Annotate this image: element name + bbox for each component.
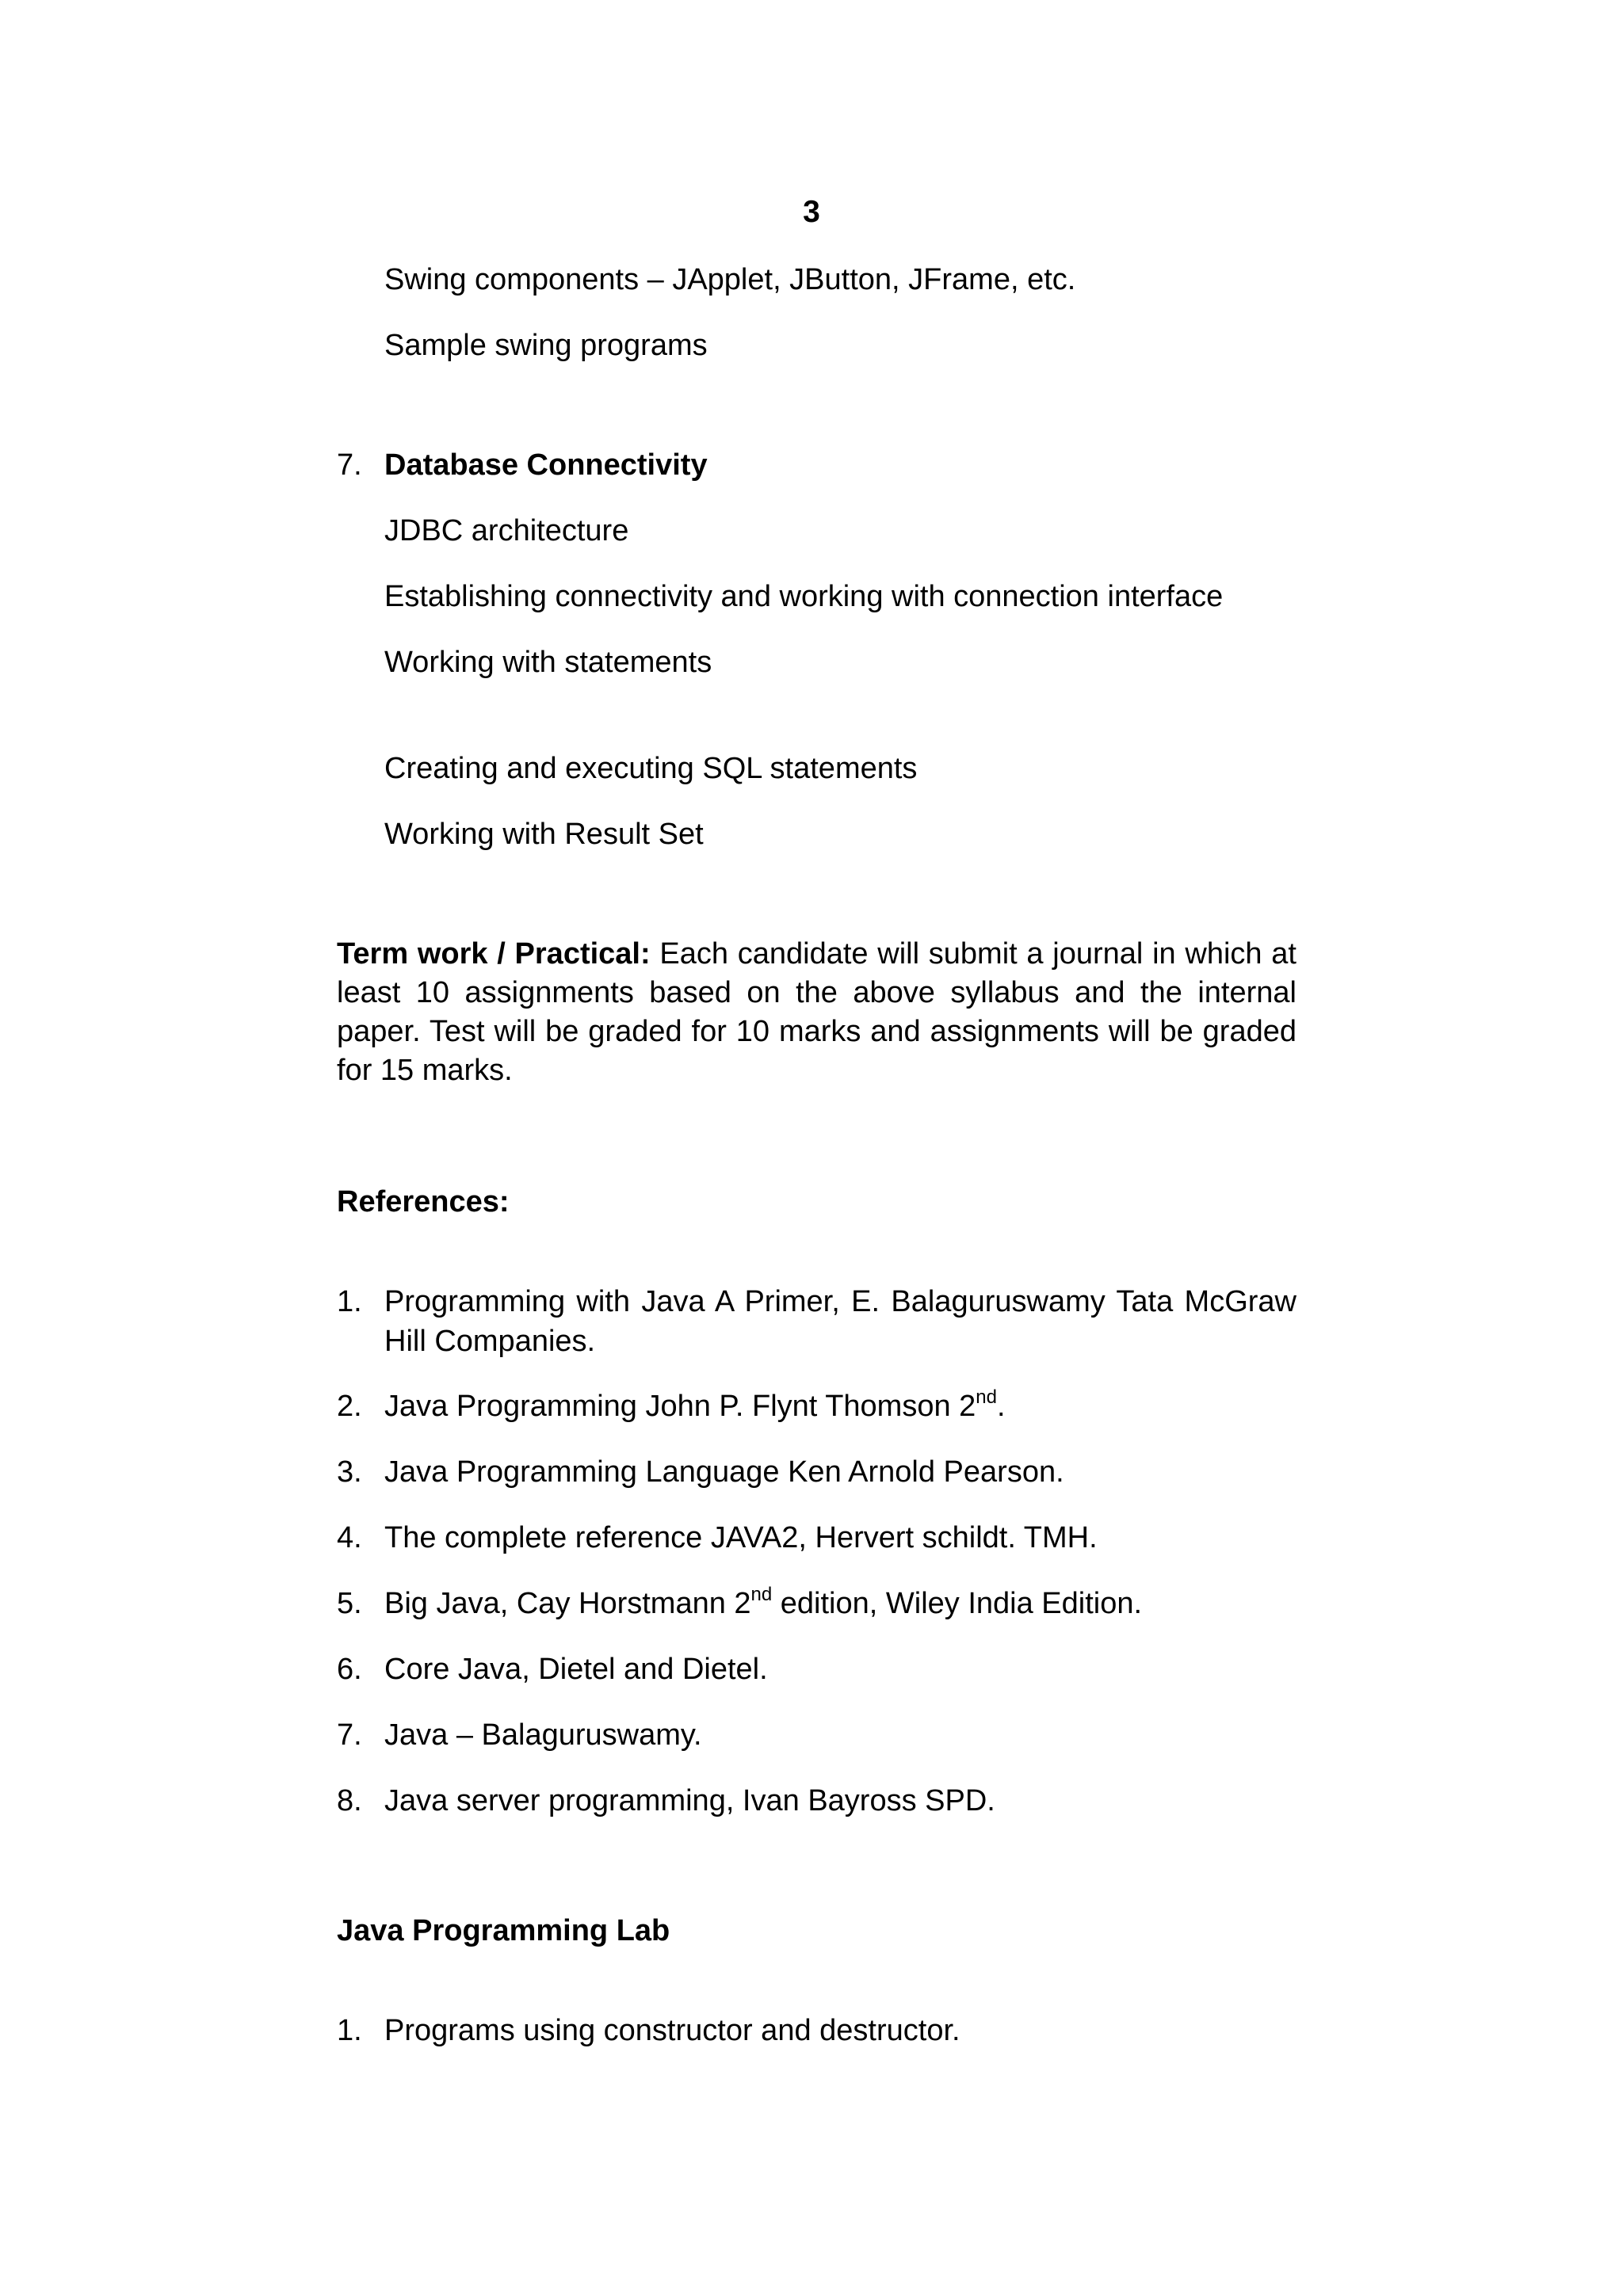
reference-item: The complete reference JAVA2, Hervert schildt. TMH.: [384, 1521, 1098, 1554]
reference-item: [384, 1584, 1142, 1623]
page-number: 3: [803, 195, 820, 229]
reference-number: 8.: [337, 1784, 362, 1817]
reference-sup: nd: [750, 1584, 773, 1606]
reference-number: 1.: [337, 1285, 362, 1318]
reference-text: Java Programming John P. Flynt Thomson 2: [384, 1390, 976, 1423]
lab-heading: Java Programming Lab: [337, 1914, 670, 1947]
reference-number: 5.: [337, 1587, 362, 1620]
reference-number: 7.: [337, 1718, 362, 1752]
reference-after: edition, Wiley India Edition.: [772, 1587, 1143, 1620]
term-work-label: Term work / Practical:: [337, 937, 651, 971]
reference-item: Java server programming, Ivan Bayross SPD.: [384, 1784, 995, 1817]
lab-item: Programs using constructor and destructor.: [384, 2014, 960, 2047]
db-item-connectivity: Establishing connectivity and working with connection interface: [384, 580, 1224, 613]
section-number: 7.: [337, 448, 362, 482]
reference-item: Core Java, Dietel and Dietel.: [384, 1653, 768, 1686]
db-item-sql: Creating and executing SQL statements: [384, 752, 918, 785]
term-work-paragraph: [337, 935, 1296, 1090]
reference-item: Java – Balaguruswamy.: [384, 1718, 702, 1752]
reference-text: Big Java, Cay Horstmann 2: [384, 1587, 751, 1620]
reference-number: 6.: [337, 1653, 362, 1686]
db-item-resultset: Working with Result Set: [384, 818, 704, 851]
reference-number: 4.: [337, 1521, 362, 1554]
db-item-statements: Working with statements: [384, 646, 712, 679]
reference-number: 2.: [337, 1390, 362, 1423]
section-title: Database Connectivity: [384, 448, 708, 482]
reference-after: .: [997, 1390, 1006, 1423]
references-heading: References:: [337, 1185, 510, 1219]
reference-item: Java Programming Language Ken Arnold Pearson.: [384, 1455, 1064, 1489]
lab-item-number: 1.: [337, 2014, 362, 2047]
db-item-jdbc: JDBC architecture: [384, 514, 629, 547]
swing-item-samples: Sample swing programs: [384, 329, 708, 362]
reference-item: Programming with Java A Primer, E. Balaguruswamy Tata McGraw Hill Companies.: [384, 1285, 1296, 1358]
swing-item-components: Swing components – JApplet, JButton, JFrame, etc.: [384, 263, 1076, 296]
reference-item: [384, 1386, 1006, 1426]
reference-number: 3.: [337, 1455, 362, 1489]
reference-sup: nd: [976, 1386, 997, 1409]
term-work-text: Each candidate will submit a journal in which at least 10 assignments based on the above syllabus and the internal paper. Test will be graded for 10 marks and assignments will be graded for 15 marks.: [337, 937, 1296, 1087]
